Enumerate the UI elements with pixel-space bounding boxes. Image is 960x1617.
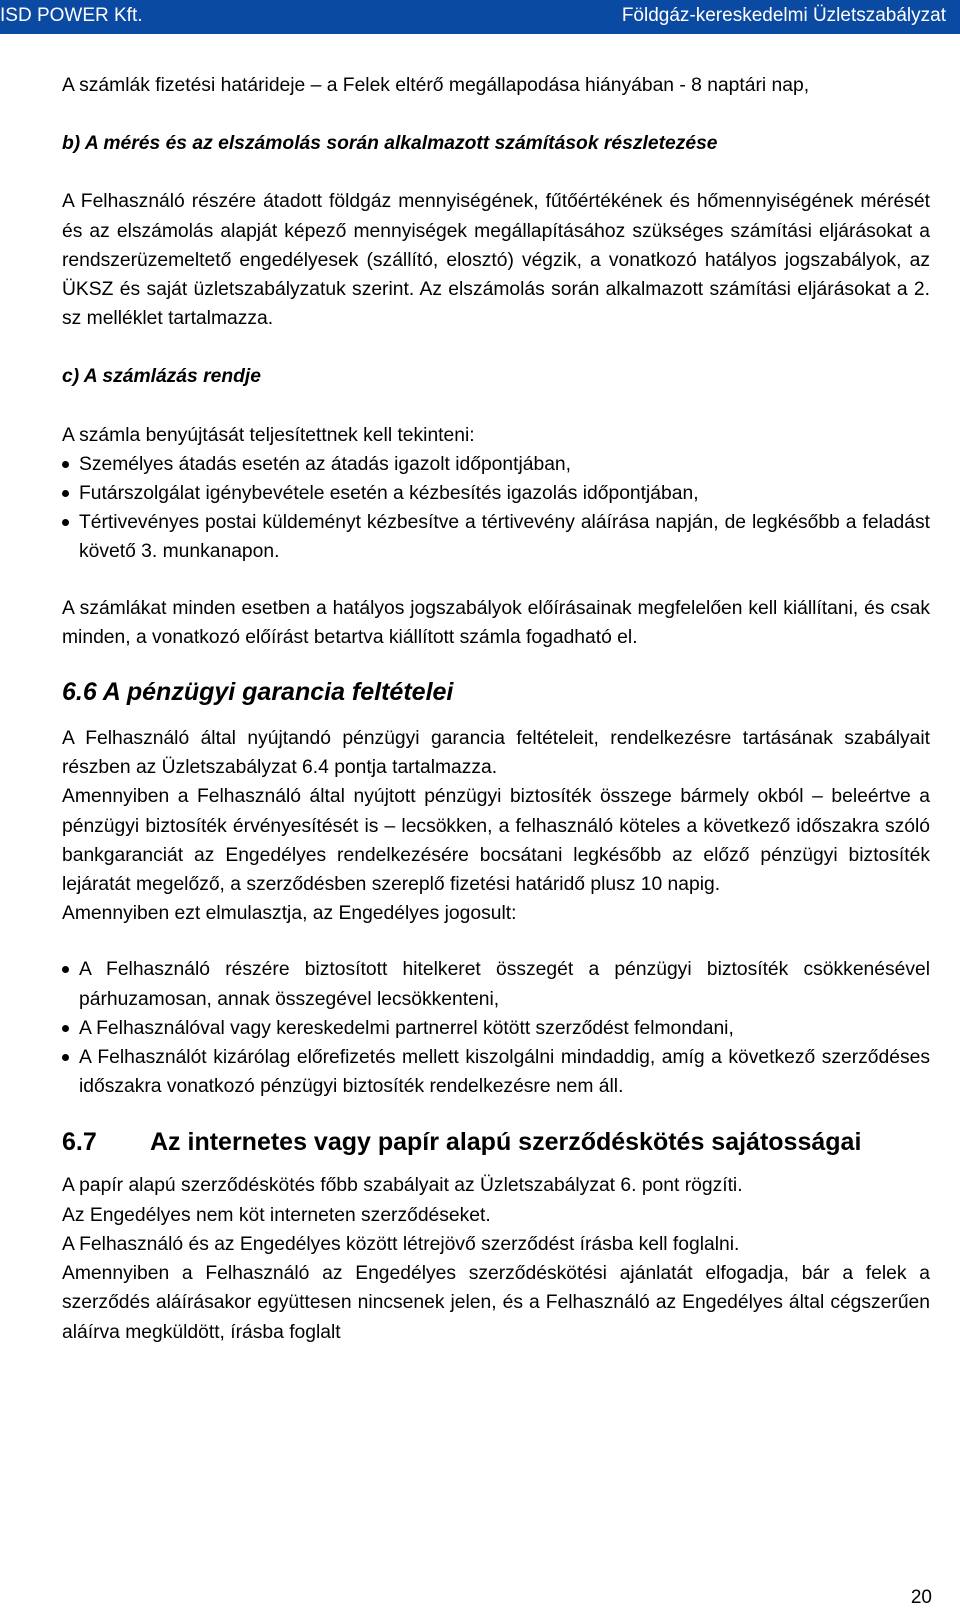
section-heading-6-7: [62, 1126, 930, 1158]
guarantee-paragraph-1: A Felhasználó által nyújtandó pénzügyi garancia feltételeit, rendelkezésre tartásának szabályait részben az Üzletszabályzat 6.4 pontja tartalmazza.: [62, 728, 930, 779]
company-name: ISD POWER Kft.: [0, 5, 143, 26]
section-title: Az internetes vagy papír alapú szerződéskötés sajátosságai: [150, 1128, 862, 1157]
section-heading-6-6: [62, 676, 930, 708]
document-body: [62, 71, 930, 1347]
subheading-c: c) A számlázás rendje: [62, 366, 261, 388]
guarantee-paragraph-3: Amennyiben ezt elmulasztja, az Engedélyes jogosult:: [62, 903, 517, 925]
delivery-list: [62, 450, 930, 567]
payment-deadline-paragraph: A számlák fizetési határideje – a Felek eltérő megállapodása hiányában - 8 naptári nap,: [62, 75, 810, 96]
contract-paragraph-4: Amennyiben a Felhasználó az Engedélyes szerződéskötési ajánlatát elfogadja, bár a felek a szerződés aláírásakor együttesen nincsenek jelen, és a Felhasználó az Engedélyes által cégszerűen aláírva megküldött, írásba foglalt: [62, 1263, 930, 1343]
list-item: Személyes átadás esetén az átadás igazolt időpontjában,: [62, 450, 930, 479]
section-number: 6.6: [62, 678, 97, 707]
measurement-paragraph: A Felhasználó részére átadott földgáz mennyiségének, fűtőértékének és hőmennyiségének mérését és az elszámolás alapját képező mennyiségek megállapításához szükséges számítási eljárásokat a rendszerüzemeltető engedélyesek (szállító, elosztó) végzik, a vonatkozó hatályos jogszabályok, az ÜKSZ és saját üzletszabályzatuk szerint. Az elszámolás során alkalmazott számítási eljárásokat a 2. sz melléklet tartalmazza.: [62, 191, 930, 330]
document-title: Földgáz-kereskedelmi Üzletszabályzat: [621, 5, 946, 26]
list-item: A Felhasználóval vagy kereskedelmi partnerrel kötött szerződést felmondani,: [62, 1014, 930, 1043]
section-title: A pénzügyi garancia feltételei: [102, 678, 454, 707]
contract-paragraph-2: Az Engedélyes nem köt interneten szerződéseket.: [62, 1204, 491, 1226]
page-header: [0, 0, 960, 34]
page-number: 20: [910, 1587, 932, 1608]
contract-paragraph-1: A papír alapú szerződéskötés főbb szabályait az Üzletszabályzat 6. pont rögzíti.: [62, 1175, 743, 1197]
guarantee-list: [62, 955, 930, 1101]
guarantee-paragraph-2: Amennyiben a Felhasználó által nyújtott pénzügyi biztosíték összege bármely okból – beleértve a pénzügyi biztosíték érvényesítését is – lecsökken, a felhasználó köteles a következő időszakra szóló bankgaranciát az Engedélyes rendelkezésére bocsátani legkésőbb az előző pénzügyi biztosíték lejáratát megelőző, a szerződésben szereplő fizetési határidő plusz 10 napig.: [62, 786, 930, 896]
subheading-b: b) A mérés és az elszámolás során alkalmazott számítások részletezése: [62, 133, 718, 155]
list-item: A Felhasználót kizárólag előrefizetés mellett kiszolgálni mindaddig, amíg a következő szerződéses időszakra vonatkozó pénzügyi biztosíték rendelkezésre nem áll.: [62, 1043, 930, 1101]
list-item: Futárszolgálat igénybevétele esetén a kézbesítés igazolás időpontjában,: [62, 479, 930, 508]
delivery-intro: A számla benyújtását teljesítettnek kell tekinteni:: [62, 424, 475, 446]
contract-paragraph-3: A Felhasználó és az Engedélyes között létrejövő szerződést írásba kell foglalni.: [62, 1233, 740, 1255]
section-number: 6.7: [62, 1128, 97, 1157]
list-item: Tértivevényes postai küldeményt kézbesítve a tértivevény aláírása napján, de legkésőbb a feladást követő 3. munkanapon.: [62, 508, 930, 566]
list-item: A Felhasználó részére biztosított hitelkeret összegét a pénzügyi biztosíték csökkenésével párhuzamosan, annak összegével lecsökkenteni,: [62, 955, 930, 1013]
invoice-rules-paragraph: A számlákat minden esetben a hatályos jogszabályok előírásainak megfelelően kell kiállítani, és csak minden, a vonatkozó előírást betartva kiállított számla fogadható el.: [62, 597, 930, 648]
